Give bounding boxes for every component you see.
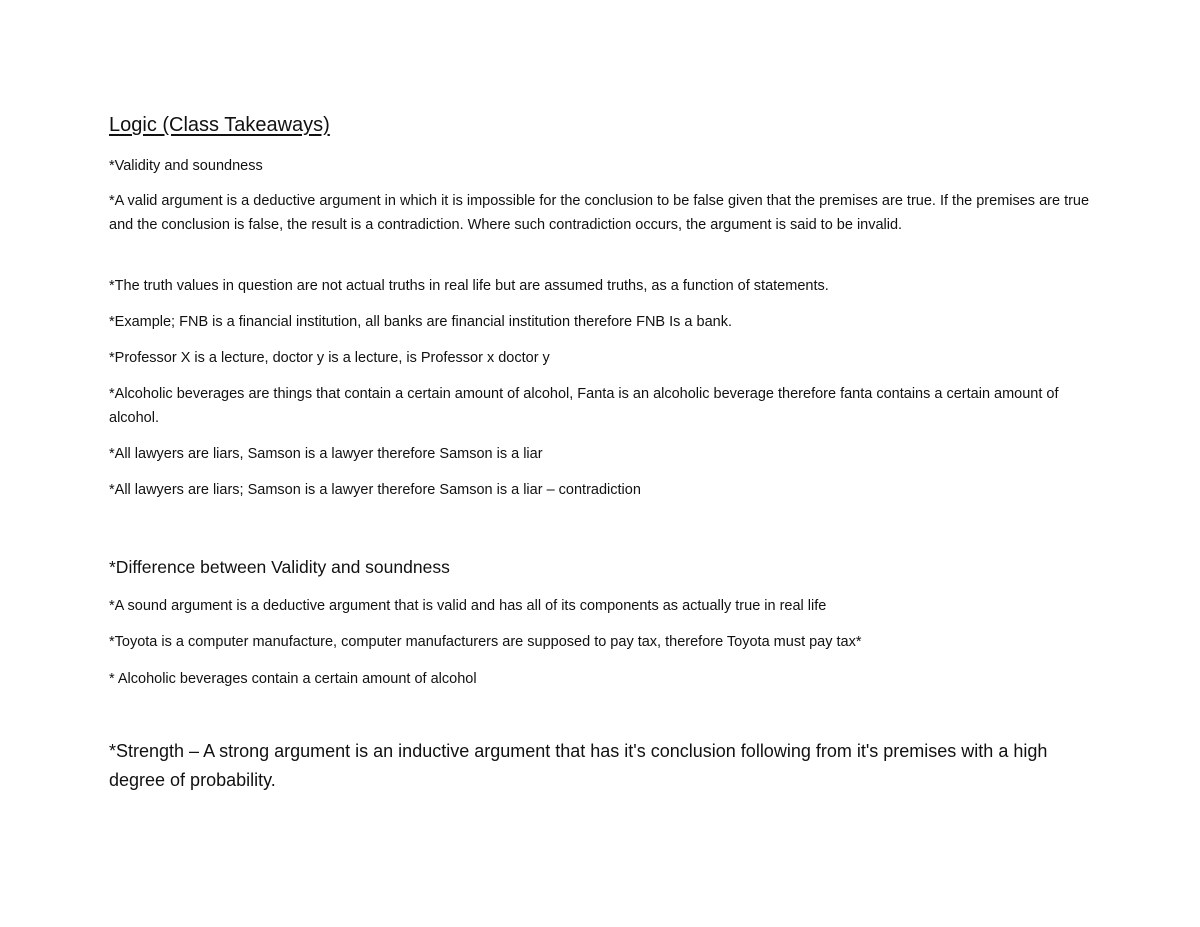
document-title: Logic (Class Takeaways) [109,114,330,136]
paragraph-sound-argument: *A sound argument is a deductive argument that is valid and has all of its components as actually true in real life [109,598,827,614]
paragraph-truth-values: *The truth values in question are not actual truths in real life but are assumed truths, as a function of statements. [109,278,829,294]
paragraph-lawyers-contradiction: *All lawyers are liars; Samson is a lawyer therefore Samson is a liar – contradiction [109,482,641,498]
section-heading-difference: *Difference between Validity and soundness [109,557,450,577]
paragraph-example-fnb: *Example; FNB is a financial institution, all banks are financial institution therefore FNB Is a bank. [109,314,732,330]
paragraph-toyota: *Toyota is a computer manufacture, computer manufacturers are supposed to pay tax, therefore Toyota must pay tax* [109,634,862,650]
paragraph-validity-soundness: *Validity and soundness [109,158,263,174]
paragraph-valid-argument: *A valid argument is a deductive argument in which it is impossible for the conclusion to be false given that the premises are true. If the premises are true and the conclusion is false, the result is a contradiction. Where such contradiction occurs, the argument is said to be invalid. [109,193,1090,233]
paragraph-strength: *Strength – A strong argument is an inductive argument that has it's conclusion following from it's premises with a high degree of probability. [109,741,1048,790]
paragraph-lawyers-liars: *All lawyers are liars, Samson is a lawyer therefore Samson is a liar [109,446,543,462]
paragraph-alcohol-amount: * Alcoholic beverages contain a certain amount of alcohol [109,671,477,687]
paragraph-alcoholic-beverages: *Alcoholic beverages are things that contain a certain amount of alcohol, Fanta is an alcoholic beverage therefore fanta contains a certain amount of alcohol. [109,386,1059,426]
paragraph-professor-x: *Professor X is a lecture, doctor y is a lecture, is Professor x doctor y [109,350,550,366]
